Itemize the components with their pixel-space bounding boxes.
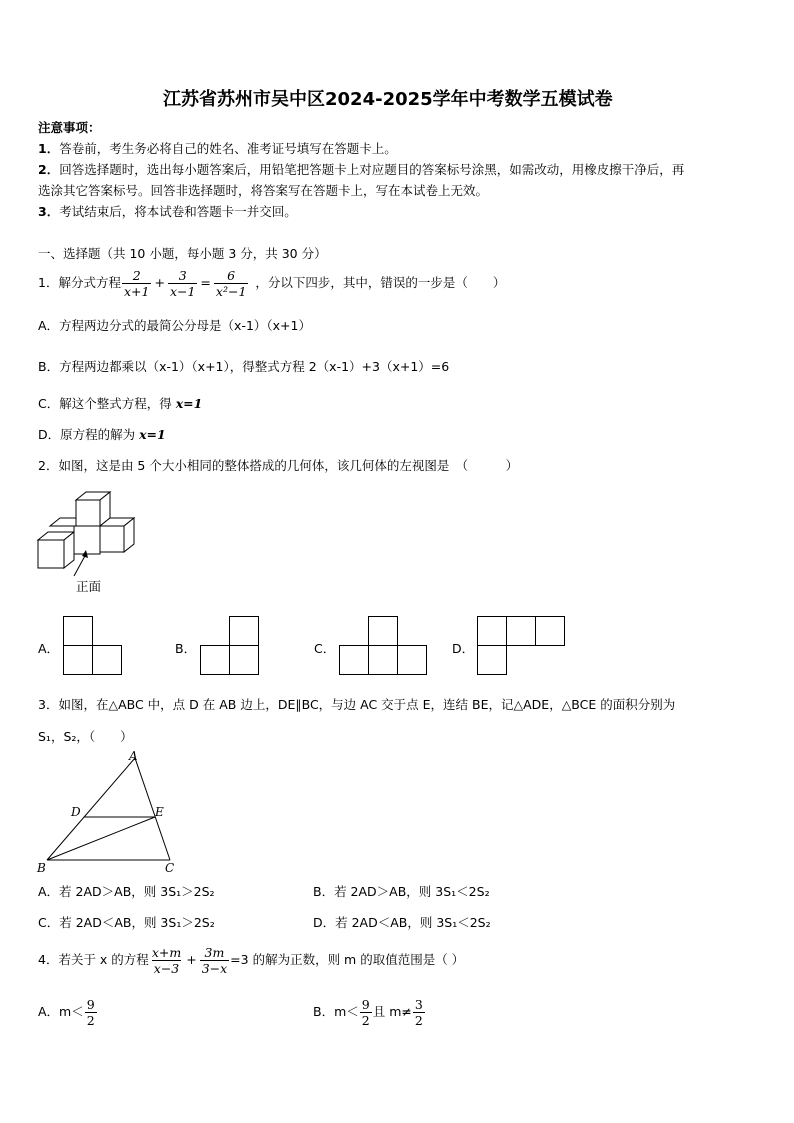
question-3-line2: S₁，S₂，（ ） bbox=[38, 729, 133, 744]
page-title: 江苏省苏州市吴中区2024-2025学年中考数学五模试卷 bbox=[163, 89, 613, 110]
q3-label-b: B bbox=[37, 861, 46, 875]
q4-fraction-2: $\frac{3m}{3-x}$ bbox=[201, 944, 228, 976]
q2-option-b-label[interactable]: B． bbox=[175, 641, 197, 656]
q3-option-d[interactable]: D．若 2AD＜AB，则 3S₁＜2S₂ bbox=[313, 915, 491, 930]
notice-item-3-text: 考试结束后，将本试卷和答题卡一并交回。 bbox=[59, 204, 297, 219]
q1-stem: 1．解分式方程 bbox=[38, 275, 121, 290]
notice-item-2-num: 2． bbox=[38, 162, 60, 177]
q2-option-c-figure[interactable] bbox=[339, 616, 429, 676]
q1-option-d[interactable]: D．原方程的解为 x=1 bbox=[38, 427, 166, 442]
q3-option-c[interactable]: C．若 2AD＜AB，则 3S₁＞2S₂ bbox=[38, 915, 215, 930]
q1-option-a[interactable]: A．方程两边分式的最简公分母是（x-1）（x+1） bbox=[38, 318, 311, 333]
q1-fraction-1: $\frac{2}{x+1}$ bbox=[123, 267, 150, 299]
q3-label-a: A bbox=[129, 749, 138, 763]
notice-item-1-num: 1． bbox=[38, 141, 60, 156]
q2-option-a-figure[interactable] bbox=[63, 616, 123, 676]
q1-tail: ，分以下四步，其中，错误的一步是（ ） bbox=[255, 275, 506, 290]
q3-option-a[interactable]: A．若 2AD＞AB，则 3S₁＞2S₂ bbox=[38, 884, 215, 899]
q2-option-a-label[interactable]: A． bbox=[38, 641, 60, 656]
q1-option-b[interactable]: B．方程两边都乘以（x-1）（x+1），得整式方程 2（x-1）+3（x+1）=6 bbox=[38, 359, 450, 374]
q2-option-d-label[interactable]: D． bbox=[452, 641, 475, 656]
notice-item-2 bbox=[38, 162, 684, 178]
notice-item-2-line2: 选涂其它答案标号。回答非选择题时，将答案写在答题卡上，写在本试卷上无效。 bbox=[38, 183, 489, 198]
q3-label-d: D bbox=[71, 805, 81, 819]
q2-option-b-figure[interactable] bbox=[200, 616, 260, 676]
q3-option-b[interactable]: B．若 2AD＞AB，则 3S₁＜2S₂ bbox=[313, 884, 490, 899]
notice-item-3-num: 3． bbox=[38, 204, 60, 219]
notice-item-1-text: 答卷前，考生务必将自己的姓名、准考证号填写在答题卡上。 bbox=[59, 141, 397, 156]
q2-front-label: 正面 bbox=[76, 579, 102, 594]
q4-fraction-1: $\frac{x+m}{x-3}$ bbox=[151, 944, 182, 976]
q1-fraction-2: $\frac{3}{x-1}$ bbox=[169, 267, 196, 299]
q3-label-e: E bbox=[155, 805, 164, 819]
q1-fraction-3: $\frac{6}{\text{x²−1}}$ bbox=[215, 267, 247, 299]
question-3: 3．如图，在△ABC 中，点 D 在 AB 边上，DE∥BC，与边 AC 交于点 E，连结 BE，记△ADE，△BCE 的面积分别为 bbox=[38, 697, 676, 712]
q4-option-b[interactable]: B．m＜ $\frac{9}{2}$ 且 m≠ $\frac{3}{2}$ bbox=[313, 996, 423, 1028]
q2-option-d-figure[interactable] bbox=[477, 616, 567, 676]
notice-heading: 注意事项： bbox=[38, 120, 101, 135]
section-heading: 一、选择题（共 10 小题，每小题 3 分，共 30 分） bbox=[38, 246, 327, 261]
q1-option-c[interactable]: C．解这个整式方程，得 x=1 bbox=[38, 396, 203, 411]
q2-option-c-label[interactable]: C． bbox=[314, 641, 336, 656]
q3-label-c: C bbox=[165, 861, 175, 875]
notice-item-2-line1: 回答选择题时，选出每小题答案后，用铅笔把答题卡上对应题目的答案标号涂黑，如需改动，用橡皮擦干净后，再 bbox=[59, 162, 685, 177]
q3-triangle-figure bbox=[35, 748, 195, 878]
q4-option-a[interactable]: A．m＜ $\frac{9}{2}$ bbox=[38, 996, 95, 1028]
question-2: 2．如图，这是由 5 个大小相同的整体搭成的几何体，该几何体的左视图是 （ ） bbox=[38, 458, 519, 473]
question-4: 4．若关于 x 的方程 $\frac{x+m}{x-3}$ + $\frac{3m}{3-x}$ =3 的解为正数，则 m 的取值范围是（ ） bbox=[38, 944, 465, 976]
notice-item-3 bbox=[38, 204, 297, 220]
notice-item-1 bbox=[38, 141, 397, 157]
question-1: 1．解分式方程 $\frac{2}{x+1}$ + $\frac{3}{x-1}$ = $\frac{6}{\text{x²−1}}$ ，分以下四步，其中，错误的一步是（ ） bbox=[38, 267, 506, 299]
